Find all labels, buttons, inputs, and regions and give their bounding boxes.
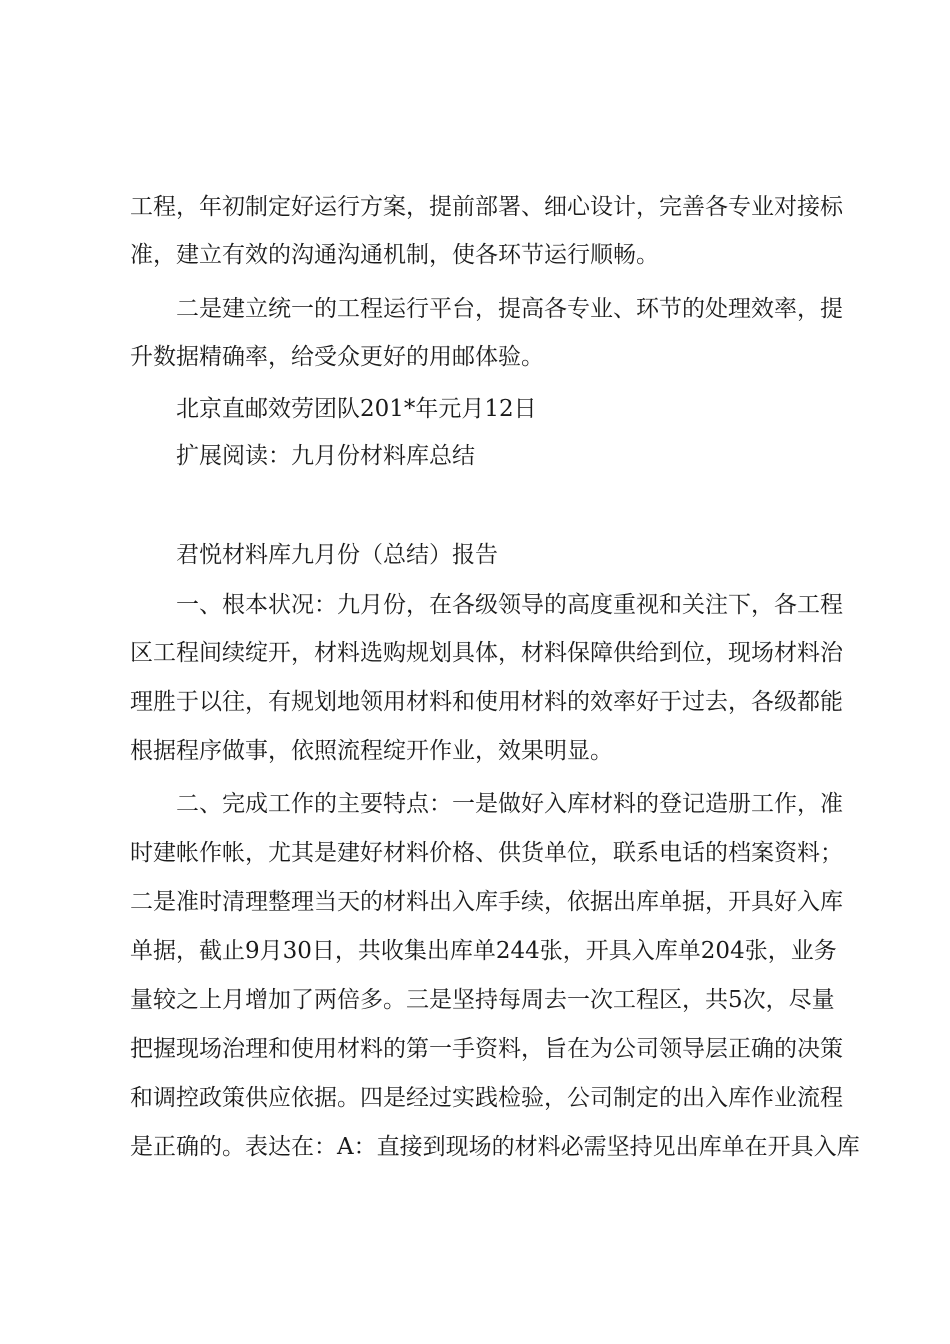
text-line: 和调控政策供应依据。四是经过实践检验，公司制定的出入库作业流程 — [130, 1085, 843, 1111]
text-line: 准，建立有效的沟通沟通机制，使各环节运行顺畅。 — [130, 242, 659, 268]
text-line: 理胜于以往，有规划地领用材料和使用材料的效率好于过去，各级都能 — [130, 689, 843, 715]
extended-reading-line: 扩展阅读：九月份材料库总结 — [176, 443, 475, 469]
paragraph-first-line: 二是建立统一的工程运行平台，提高各专业、环节的处理效率，提 — [176, 296, 843, 322]
text-line: 时建帐作帐，尤其是建好材料价格、供货单位，联系电话的档案资料； — [130, 840, 843, 866]
text-line: 升数据精确率，给受众更好的用邮体验。 — [130, 344, 544, 370]
text-line: 单据，截止9月30日，共收集出库单244张，开具入库单204张，业务 — [130, 938, 837, 964]
paragraph-first-line: 一、根本状况：九月份，在各级领导的高度重视和关注下，各工程 — [176, 592, 843, 618]
text-line: 二是准时清理整理当天的材料出入库手续，依据出库单据，开具好入库 — [130, 889, 843, 915]
text-line: 把握现场治理和使用材料的第一手资料，旨在为公司领导层正确的决策 — [130, 1036, 843, 1062]
signature-line: 北京直邮效劳团队201*年元月12日 — [176, 396, 537, 422]
text-line: 区工程间续绽开，材料选购规划具体，材料保障供给到位，现场材料治 — [130, 640, 843, 666]
text-line: 是正确的。表达在：A：直接到现场的材料必需坚持见出库单在开具入库 — [130, 1134, 860, 1160]
text-line: 根据程序做事，依照流程绽开作业，效果明显。 — [130, 738, 613, 764]
report-title: 君悦材料库九月份（总结）报告 — [176, 542, 498, 568]
paragraph-first-line: 二、完成工作的主要特点：一是做好入库材料的登记造册工作，准 — [176, 791, 843, 817]
text-line: 量较之上月增加了两倍多。三是坚持每周去一次工程区，共5次，尽量 — [130, 987, 835, 1013]
text-line: 工程，年初制定好运行方案，提前部署、细心设计，完善各专业对接标 — [130, 194, 843, 220]
